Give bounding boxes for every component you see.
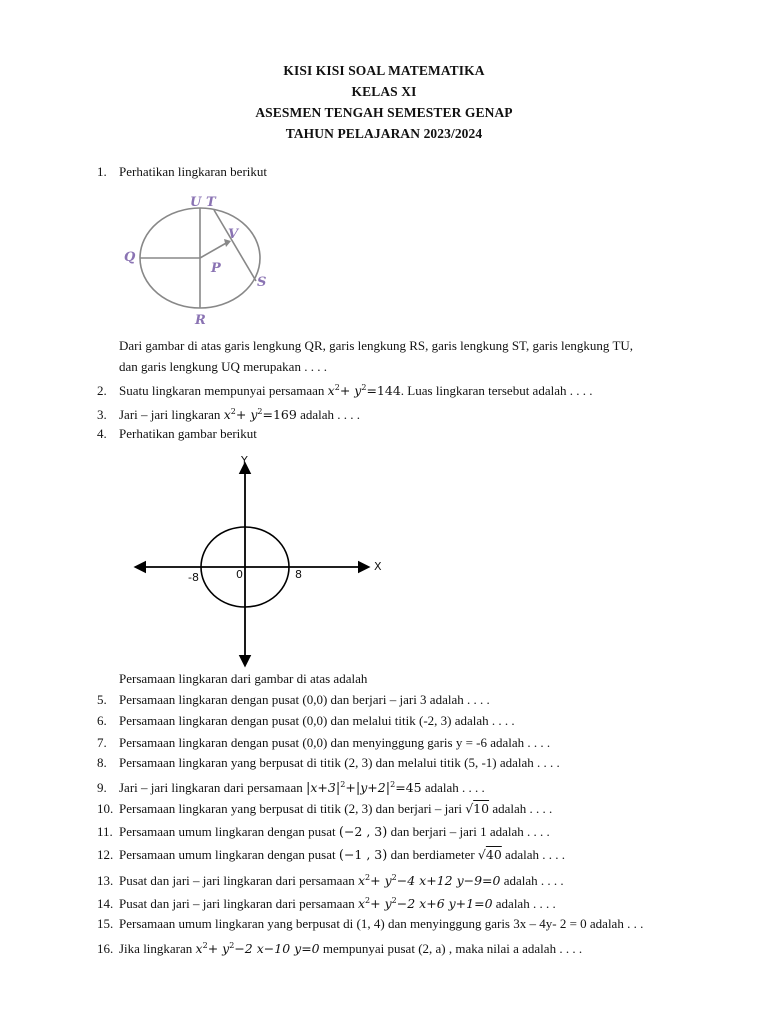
- equation: $x^2+ y^2-2$ x+6 y+1=0: [357, 896, 493, 912]
- question-9: 9. Jari – jari lingkaran dari persamaan $|x+3|^2+|y+2|^2=45$ adalah . . . .: [97, 780, 485, 797]
- question-13: 13. Pusat dan jari – jari lingkaran dari persamaan $x^2+ y^2-4$ x+12 y−9=0 adalah . . . .: [97, 873, 564, 889]
- question-11: 11. Persamaan umum lingkaran dengan pusat (−2 , 3) dan berjari – jari 1 adalah . . . .: [97, 824, 550, 840]
- equation: $x^2+ y^2-4$ x+12 y−9=0: [357, 873, 501, 889]
- point-expression: (−1 , 3): [338, 847, 388, 863]
- question-7: 7. Persamaan lingkaran dengan pusat (0,0) dan menyinggung garis y = -6 adalah . . . .: [97, 735, 551, 750]
- x-axis-label: X: [374, 560, 382, 573]
- equation: $x^2+ y^2=169$: [223, 407, 297, 423]
- equation: $x^2+ y^2=144$: [327, 383, 401, 399]
- question-4: 4. Perhatikan gambar berikut: [97, 426, 257, 441]
- question-12: 12. Persamaan umum lingkaran dengan pusat (−1 , 3) dan berdiameter √40 adalah . . . .: [97, 847, 565, 863]
- header-title: KISI KISI SOAL MATEMATIKA: [283, 63, 485, 78]
- question-8: 8. Persamaan lingkaran yang berpusat di titik (2, 3) dan melalui titik (5, -1) adalah . . . .: [97, 755, 560, 770]
- question-1-desc-line2: dan garis lengkung UQ merupakan . . . .: [119, 359, 327, 374]
- label-r: R: [195, 313, 206, 327]
- coordinate-figure: [128, 452, 396, 670]
- label-u: U: [190, 195, 202, 210]
- document-header: [0, 60, 768, 144]
- label-v: V: [228, 227, 239, 242]
- label-t: T: [206, 195, 216, 210]
- sqrt-expression: √10: [465, 801, 490, 816]
- header-class: KELAS XI: [351, 84, 417, 99]
- point-expression: (−2 , 3): [338, 824, 388, 840]
- question-4-caption: Persamaan lingkaran dari gambar di atas adalah: [119, 671, 368, 686]
- tick-label-neg8: -8: [188, 571, 199, 584]
- question-14: 14. Pusat dan jari – jari lingkaran dari persamaan $x^2+ y^2-2$ x+6 y+1=0 adalah . . . .: [97, 896, 556, 912]
- label-q: Q: [124, 250, 136, 265]
- question-2: 2. Suatu lingkaran mempunyai persamaan $x^2+ y^2=144$. Luas lingkaran tersebut adalah . . . .: [97, 383, 593, 399]
- equation: $|x+3|^2+|y+2|^2=45$: [305, 780, 422, 797]
- question-10: 10. Persamaan lingkaran yang berpusat di titik (2, 3) dan berjari – jari √10 adalah . . . .: [97, 801, 553, 816]
- label-s: S: [257, 275, 267, 290]
- question-1-desc-line1: Dari gambar di atas garis lengkung QR, garis lengkung RS, garis lengkung ST, garis lengkung TU,: [119, 338, 634, 353]
- equation: $x^2+ y^2-2$ x−10 y=0: [195, 941, 320, 957]
- tick-label-origin: 0: [236, 568, 243, 581]
- line-pv: [200, 242, 228, 258]
- question-15: 15. Persamaan umum lingkaran yang berpusat di (1, 4) dan menyinggung garis 3x – 4y- 2 = 0 adalah . . .: [97, 916, 644, 931]
- y-axis-label: Y: [241, 454, 248, 467]
- sqrt-expression: √40: [477, 847, 502, 862]
- question-1: 1. Perhatikan lingkaran berikut: [97, 164, 268, 179]
- header-exam: ASESMEN TENGAH SEMESTER GENAP: [255, 105, 513, 120]
- label-p: P: [211, 261, 221, 276]
- question-16: 16. Jika lingkaran $x^2+ y^2-2$ x−10 y=0 mempunyai pusat (2, a) , maka nilai a adalah . . . .: [97, 941, 583, 957]
- question-6: 6. Persamaan lingkaran dengan pusat (0,0) dan melalui titik (-2, 3) adalah . . . .: [97, 713, 515, 728]
- circle-figure-1: [118, 192, 278, 327]
- question-3: 3. Jari – jari lingkaran $x^2+ y^2=169$ adalah . . . .: [97, 407, 360, 423]
- tick-label-8: 8: [295, 568, 302, 581]
- header-year: TAHUN PELAJARAN 2023/2024: [285, 126, 483, 141]
- question-5: 5. Persamaan lingkaran dengan pusat (0,0) dan berjari – jari 3 adalah . . . .: [97, 692, 490, 707]
